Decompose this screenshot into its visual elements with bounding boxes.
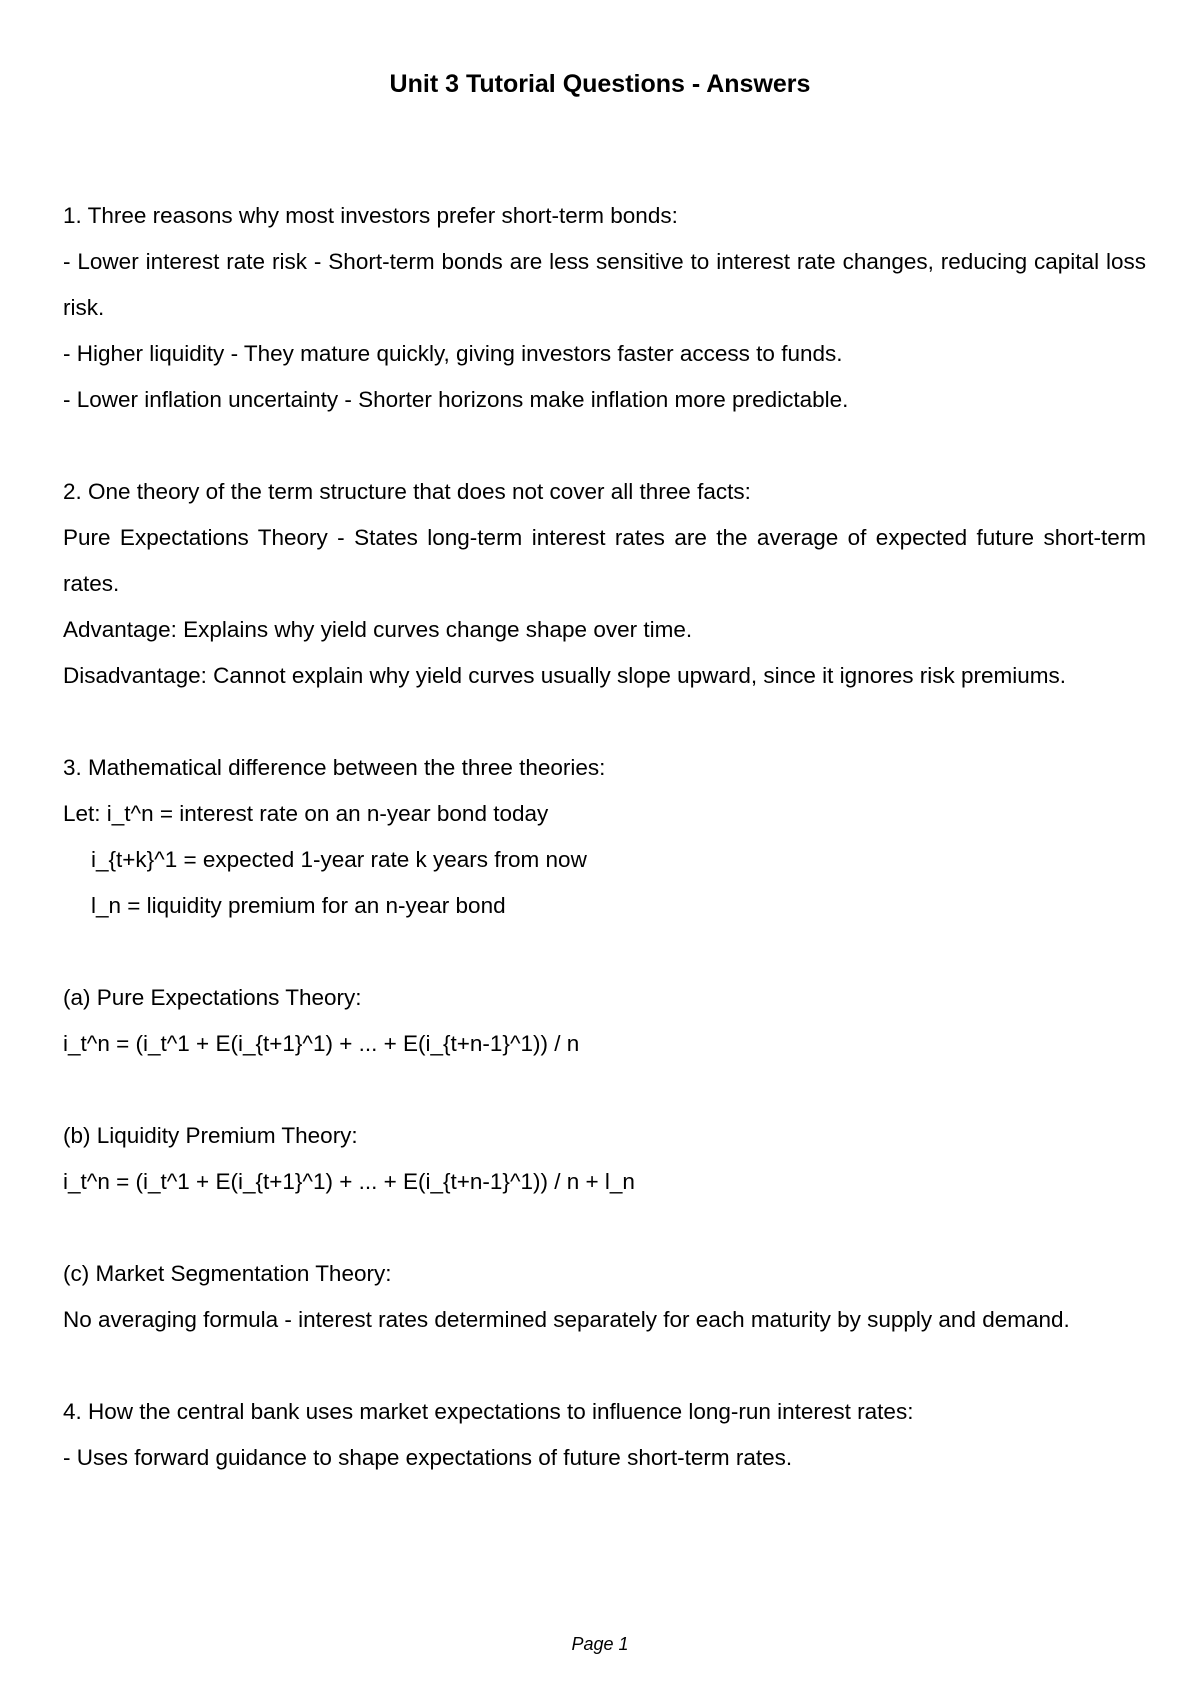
q1-bullet-liquidity: - Higher liquidity - They mature quickly, giving investors faster access to funds.	[63, 341, 843, 366]
spacer	[63, 1205, 1146, 1251]
spacer	[63, 1343, 1146, 1389]
q3-heading: 3. Mathematical difference between the three theories:	[63, 755, 606, 780]
q4-bullet-forward-guidance: - Uses forward guidance to shape expectations of future short-term rates.	[63, 1445, 793, 1470]
q1-bullet-inflation: - Lower inflation uncertainty - Shorter horizons make inflation more predictable.	[63, 387, 849, 412]
q3a-heading: (a) Pure Expectations Theory:	[63, 985, 362, 1010]
q2-heading: 2. One theory of the term structure that does not cover all three facts:	[63, 479, 751, 504]
q3c-text: No averaging formula - interest rates determined separately for each maturity by supply and demand.	[63, 1307, 1070, 1332]
q3-let-expected-rate: i_{t+k}^1 = expected 1-year rate k years from now	[91, 847, 587, 872]
q4-heading: 4. How the central bank uses market expectations to influence long-run interest rates:	[63, 1399, 914, 1424]
q3-let-nyear-rate: Let: i_t^n = interest rate on an n-year bond today	[63, 801, 549, 826]
document-title: Unit 3 Tutorial Questions - Answers	[389, 70, 811, 98]
q1-heading: 1. Three reasons why most investors prefer short-term bonds:	[63, 203, 678, 228]
q2-disadvantage: Disadvantage: Cannot explain why yield curves usually slope upward, since it ignores risk premiums.	[63, 663, 1066, 688]
q3c-heading: (c) Market Segmentation Theory:	[63, 1261, 392, 1286]
q2-advantage: Advantage: Explains why yield curves change shape over time.	[63, 617, 693, 642]
page-number: Page 1	[571, 1634, 629, 1654]
spacer	[63, 699, 1146, 745]
q3b-heading: (b) Liquidity Premium Theory:	[63, 1123, 358, 1148]
q3a-formula: i_t^n = (i_t^1 + E(i_{t+1}^1) + ... + E(i_{t+n-1}^1)) / n	[63, 1031, 580, 1056]
q1-bullet-interest-rate-risk: - Lower interest rate risk - Short-term bonds are less sensitive to interest rate changes, reducing capital loss risk.	[63, 249, 1146, 320]
spacer	[63, 1067, 1146, 1113]
q3-let-liquidity-premium: l_n = liquidity premium for an n-year bond	[91, 893, 506, 918]
q3b-formula: i_t^n = (i_t^1 + E(i_{t+1}^1) + ... + E(i_{t+n-1}^1)) / n + l_n	[63, 1169, 635, 1194]
spacer	[63, 929, 1146, 975]
document-body	[63, 193, 1146, 1481]
q2-theory: Pure Expectations Theory - States long-term interest rates are the average of expected future short-term rates.	[63, 525, 1146, 596]
spacer	[63, 423, 1146, 469]
